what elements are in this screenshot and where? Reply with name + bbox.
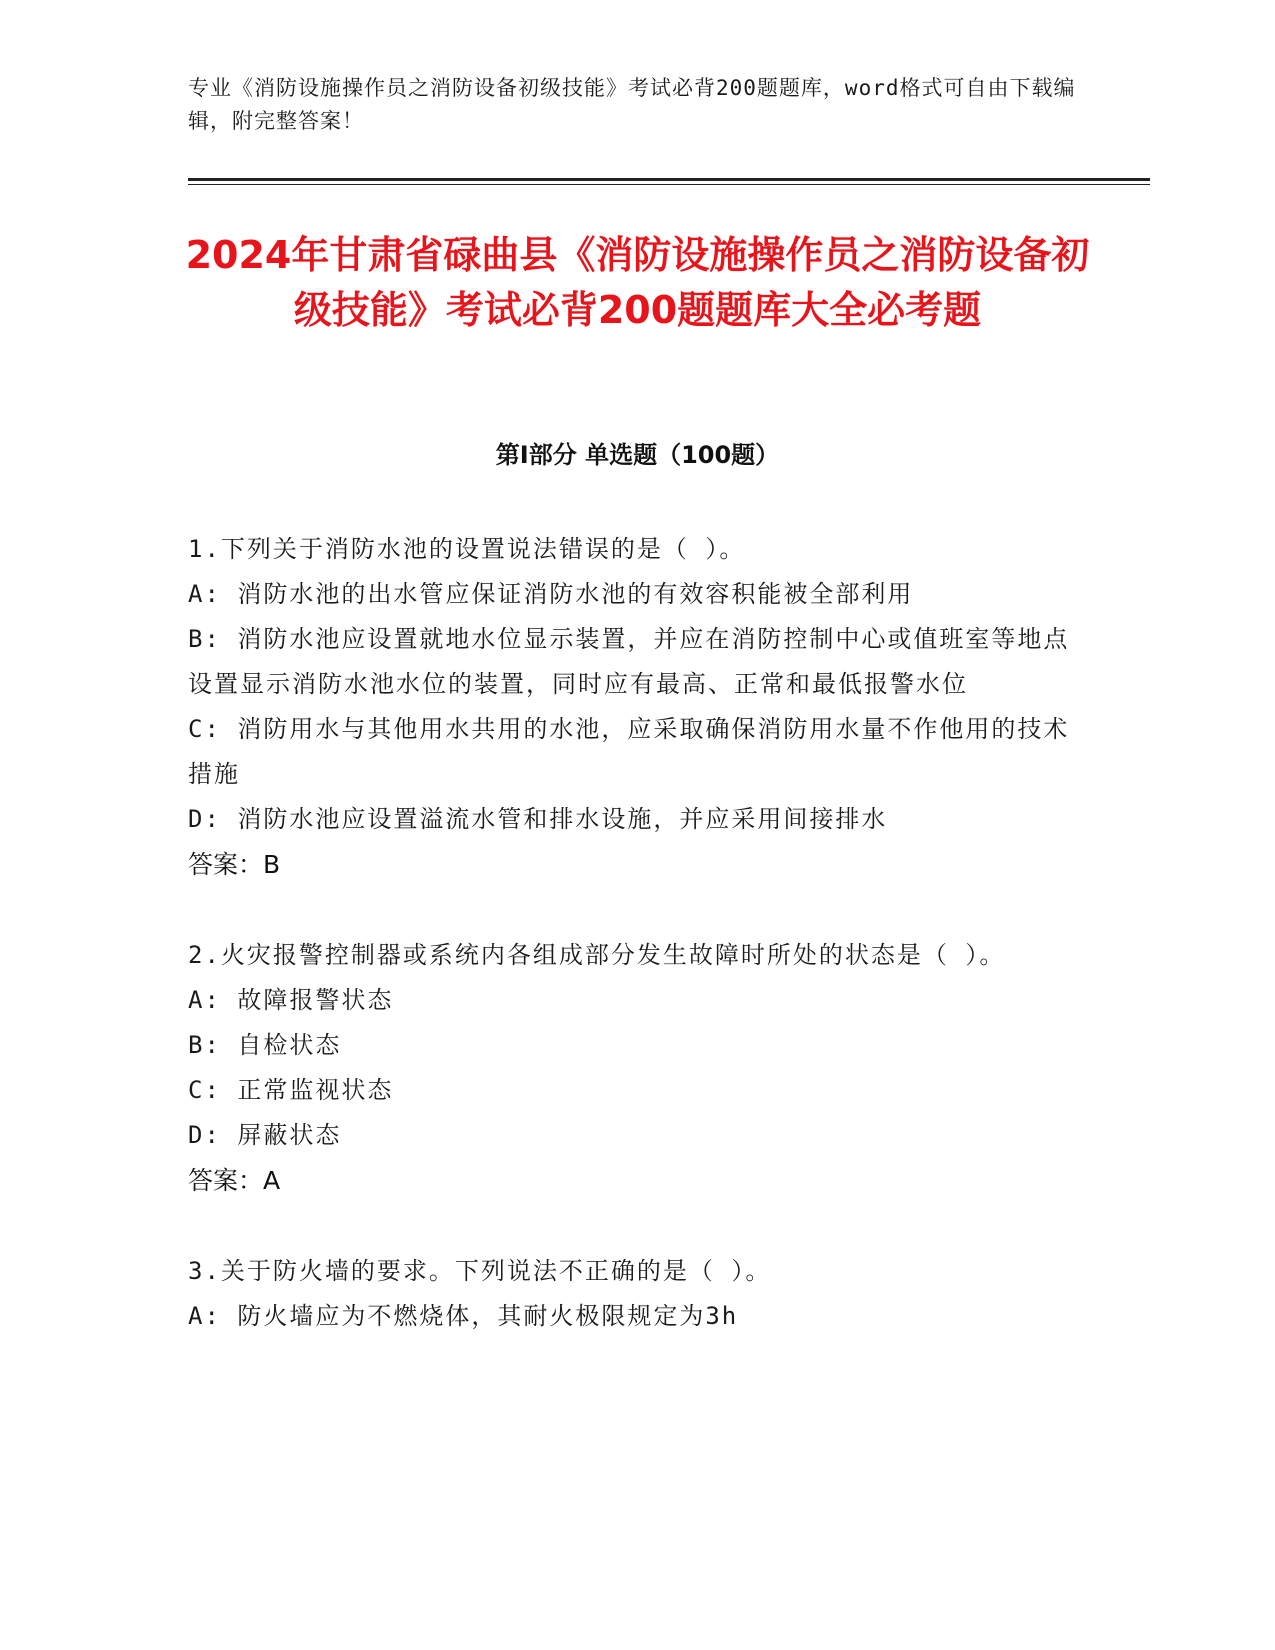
document-title: 2024年甘肃省碌曲县《消防设施操作员之消防设备初级技能》考试必背200题题库大全必考题 — [185, 233, 1090, 332]
option-a: A: 防火墙应为不燃烧体，其耐火极限规定为3h — [188, 1302, 739, 1330]
header-divider — [188, 178, 1150, 181]
question-2 — [188, 933, 1078, 1203]
question-3 — [188, 1249, 1078, 1339]
question-1 — [188, 527, 1078, 887]
question-stem: 2.火灾报警控制器或系统内各组成部分发生故障时所处的状态是（ ）。 — [188, 941, 1006, 969]
option-d: D: 消防水池应设置溢流水管和排水设施，并应采用间接排水 — [188, 805, 888, 833]
option-b: B: 消防水池应设置就地水位显示装置，并应在消防控制中心或值班室等地点设置显示消防水池水位的装置，同时应有最高、正常和最低报警水位 — [188, 625, 1070, 698]
option-a: A: 消防水池的出水管应保证消防水池的有效容积能被全部利用 — [188, 580, 914, 608]
header-divider-thin — [188, 184, 1150, 185]
answer: 答案：A — [188, 1166, 281, 1195]
question-stem: 1.下列关于消防水池的设置说法错误的是（ ）。 — [188, 535, 746, 563]
answer: 答案：B — [188, 850, 281, 879]
header-note: 专业《消防设施操作员之消防设备初级技能》考试必背200题题库，word格式可自由下载编辑，附完整答案！ — [188, 76, 1076, 133]
question-stem: 3.关于防火墙的要求。下列说法不正确的是（ ）。 — [188, 1257, 772, 1285]
option-a: A: 故障报警状态 — [188, 986, 394, 1014]
section-title: 第Ⅰ部分 单选题（100题） — [495, 441, 780, 469]
option-c: C: 消防用水与其他用水共用的水池，应采取确保消防用水量不作他用的技术措施 — [188, 715, 1070, 788]
option-d: D: 屏蔽状态 — [188, 1121, 342, 1149]
option-b: B: 自检状态 — [188, 1031, 342, 1059]
option-c: C: 正常监视状态 — [188, 1076, 394, 1104]
question-list — [188, 527, 1078, 1385]
